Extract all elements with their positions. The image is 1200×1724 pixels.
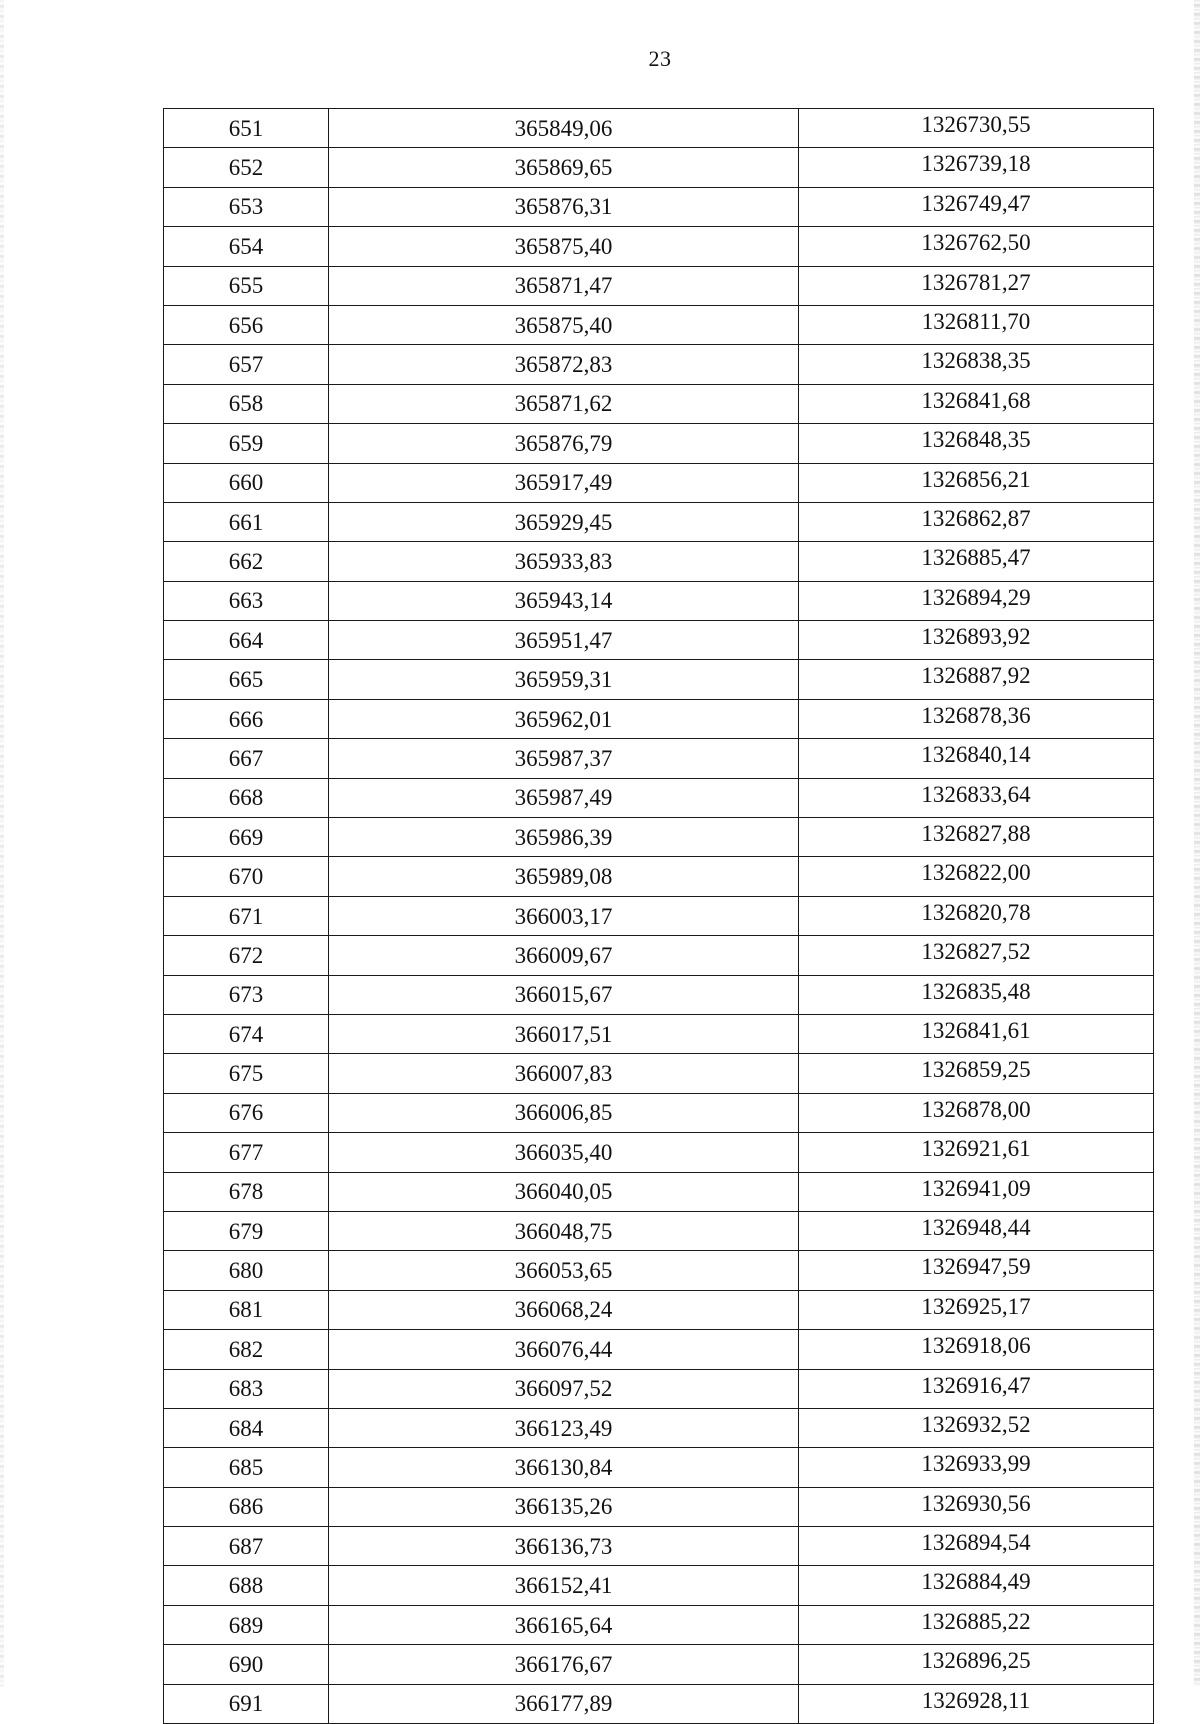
y-coordinate-cell: 1326827,88 [799,818,1154,857]
y-coordinate-cell: 1326762,50 [799,227,1154,266]
table-row [164,1211,1154,1250]
point-number-cell: 656 [164,305,329,344]
x-coordinate-cell: 366165,64 [329,1605,799,1644]
y-coordinate-cell: 1326859,25 [799,1054,1154,1093]
point-number-cell: 686 [164,1487,329,1526]
y-coordinate-cell: 1326838,35 [799,345,1154,384]
y-coordinate-cell: 1326848,35 [799,424,1154,463]
x-coordinate-cell: 365871,62 [329,384,799,423]
table-row [164,1684,1154,1723]
x-coordinate-cell: 365876,79 [329,424,799,463]
x-coordinate-cell: 365875,40 [329,227,799,266]
x-coordinate-cell: 365871,47 [329,266,799,305]
table-row [164,1527,1154,1566]
x-coordinate-cell: 365943,14 [329,581,799,620]
y-coordinate-cell: 1326941,09 [799,1172,1154,1211]
y-coordinate-cell: 1326894,29 [799,581,1154,620]
x-coordinate-cell: 365875,40 [329,305,799,344]
y-coordinate-cell: 1326730,55 [799,109,1154,148]
x-coordinate-cell: 366053,65 [329,1251,799,1290]
x-coordinate-cell: 366003,17 [329,896,799,935]
point-number-cell: 654 [164,227,329,266]
point-number-cell: 666 [164,699,329,738]
point-number-cell: 655 [164,266,329,305]
table-row [164,542,1154,581]
y-coordinate-cell: 1326827,52 [799,936,1154,975]
table-row [164,1408,1154,1447]
table-row [164,660,1154,699]
x-coordinate-cell: 366130,84 [329,1448,799,1487]
table-row [164,109,1154,148]
point-number-cell: 670 [164,857,329,896]
x-coordinate-cell: 366017,51 [329,1014,799,1053]
y-coordinate-cell: 1326894,54 [799,1527,1154,1566]
table-row [164,1014,1154,1053]
y-coordinate-cell: 1326811,70 [799,305,1154,344]
y-coordinate-cell: 1326862,87 [799,502,1154,541]
x-coordinate-cell: 366123,49 [329,1408,799,1447]
table-row [164,1251,1154,1290]
y-coordinate-cell: 1326820,78 [799,896,1154,935]
point-number-cell: 687 [164,1527,329,1566]
x-coordinate-cell: 366152,41 [329,1566,799,1605]
point-number-cell: 652 [164,148,329,187]
y-coordinate-cell: 1326739,18 [799,148,1154,187]
y-coordinate-cell: 1326884,49 [799,1566,1154,1605]
point-number-cell: 671 [164,896,329,935]
table-row [164,463,1154,502]
x-coordinate-cell: 365986,39 [329,818,799,857]
coordinates-table [163,108,1154,1724]
x-coordinate-cell: 365959,31 [329,660,799,699]
y-coordinate-cell: 1326930,56 [799,1487,1154,1526]
x-coordinate-cell: 366177,89 [329,1684,799,1723]
y-coordinate-cell: 1326841,68 [799,384,1154,423]
x-coordinate-cell: 366136,73 [329,1527,799,1566]
table-row [164,739,1154,778]
table-row [164,266,1154,305]
table-row [164,148,1154,187]
y-coordinate-cell: 1326947,59 [799,1251,1154,1290]
y-coordinate-cell: 1326833,64 [799,778,1154,817]
point-number-cell: 689 [164,1605,329,1644]
y-coordinate-cell: 1326916,47 [799,1369,1154,1408]
x-coordinate-cell: 365849,06 [329,109,799,148]
x-coordinate-cell: 365987,37 [329,739,799,778]
table-row [164,1487,1154,1526]
point-number-cell: 690 [164,1645,329,1684]
table-row [164,857,1154,896]
table-row [164,896,1154,935]
x-coordinate-cell: 365933,83 [329,542,799,581]
point-number-cell: 677 [164,1133,329,1172]
table-row [164,424,1154,463]
x-coordinate-cell: 365929,45 [329,502,799,541]
table-row [164,1566,1154,1605]
point-number-cell: 657 [164,345,329,384]
x-coordinate-cell: 365987,49 [329,778,799,817]
y-coordinate-cell: 1326856,21 [799,463,1154,502]
scan-edge-left [0,0,4,1686]
x-coordinate-cell: 366048,75 [329,1211,799,1250]
table-row [164,936,1154,975]
point-number-cell: 664 [164,621,329,660]
y-coordinate-cell: 1326840,14 [799,739,1154,778]
point-number-cell: 669 [164,818,329,857]
y-coordinate-cell: 1326835,48 [799,975,1154,1014]
point-number-cell: 659 [164,424,329,463]
y-coordinate-cell: 1326933,99 [799,1448,1154,1487]
x-coordinate-cell: 365872,83 [329,345,799,384]
point-number-cell: 661 [164,502,329,541]
x-coordinate-cell: 366015,67 [329,975,799,1014]
table-row [164,502,1154,541]
point-number-cell: 667 [164,739,329,778]
table-row [164,1605,1154,1644]
x-coordinate-cell: 366076,44 [329,1330,799,1369]
y-coordinate-cell: 1326925,17 [799,1290,1154,1329]
point-number-cell: 653 [164,187,329,226]
point-number-cell: 682 [164,1330,329,1369]
x-coordinate-cell: 366007,83 [329,1054,799,1093]
x-coordinate-cell: 366097,52 [329,1369,799,1408]
y-coordinate-cell: 1326896,25 [799,1645,1154,1684]
x-coordinate-cell: 366035,40 [329,1133,799,1172]
table-row [164,581,1154,620]
table-row [164,1448,1154,1487]
y-coordinate-cell: 1326749,47 [799,187,1154,226]
table-row [164,305,1154,344]
point-number-cell: 658 [164,384,329,423]
y-coordinate-cell: 1326887,92 [799,660,1154,699]
point-number-cell: 685 [164,1448,329,1487]
table-row [164,1645,1154,1684]
y-coordinate-cell: 1326948,44 [799,1211,1154,1250]
x-coordinate-cell: 365917,49 [329,463,799,502]
y-coordinate-cell: 1326841,61 [799,1014,1154,1053]
table-row [164,1093,1154,1132]
page-number: 23 [648,46,672,71]
table-row [164,345,1154,384]
x-coordinate-cell: 365876,31 [329,187,799,226]
y-coordinate-cell: 1326878,00 [799,1093,1154,1132]
x-coordinate-cell: 365869,65 [329,148,799,187]
point-number-cell: 665 [164,660,329,699]
point-number-cell: 679 [164,1211,329,1250]
x-coordinate-cell: 366006,85 [329,1093,799,1132]
y-coordinate-cell: 1326822,00 [799,857,1154,896]
point-number-cell: 688 [164,1566,329,1605]
table-row [164,1133,1154,1172]
y-coordinate-cell: 1326918,06 [799,1330,1154,1369]
point-number-cell: 668 [164,778,329,817]
point-number-cell: 663 [164,581,329,620]
point-number-cell: 651 [164,109,329,148]
table-row [164,1172,1154,1211]
y-coordinate-cell: 1326878,36 [799,699,1154,738]
y-coordinate-cell: 1326885,22 [799,1605,1154,1644]
point-number-cell: 673 [164,975,329,1014]
point-number-cell: 672 [164,936,329,975]
y-coordinate-cell: 1326885,47 [799,542,1154,581]
x-coordinate-cell: 365989,08 [329,857,799,896]
y-coordinate-cell: 1326932,52 [799,1408,1154,1447]
point-number-cell: 674 [164,1014,329,1053]
point-number-cell: 691 [164,1684,329,1723]
point-number-cell: 676 [164,1093,329,1132]
table-row [164,227,1154,266]
table-row [164,1330,1154,1369]
scan-edge-right [1194,0,1200,1686]
point-number-cell: 680 [164,1251,329,1290]
x-coordinate-cell: 366040,05 [329,1172,799,1211]
x-coordinate-cell: 366176,67 [329,1645,799,1684]
table-row [164,1290,1154,1329]
x-coordinate-cell: 366068,24 [329,1290,799,1329]
point-number-cell: 662 [164,542,329,581]
point-number-cell: 675 [164,1054,329,1093]
x-coordinate-cell: 365951,47 [329,621,799,660]
table-row [164,1054,1154,1093]
y-coordinate-cell: 1326921,61 [799,1133,1154,1172]
table-row [164,187,1154,226]
x-coordinate-cell: 366009,67 [329,936,799,975]
x-coordinate-cell: 365962,01 [329,699,799,738]
point-number-cell: 681 [164,1290,329,1329]
point-number-cell: 660 [164,463,329,502]
table-row [164,384,1154,423]
point-number-cell: 683 [164,1369,329,1408]
table-row [164,818,1154,857]
x-coordinate-cell: 366135,26 [329,1487,799,1526]
coordinates-table-body [164,109,1154,1724]
y-coordinate-cell: 1326928,11 [799,1684,1154,1723]
table-row [164,699,1154,738]
point-number-cell: 678 [164,1172,329,1211]
table-row [164,975,1154,1014]
table-row [164,778,1154,817]
table-row [164,1369,1154,1408]
y-coordinate-cell: 1326893,92 [799,621,1154,660]
y-coordinate-cell: 1326781,27 [799,266,1154,305]
table-row [164,621,1154,660]
point-number-cell: 684 [164,1408,329,1447]
